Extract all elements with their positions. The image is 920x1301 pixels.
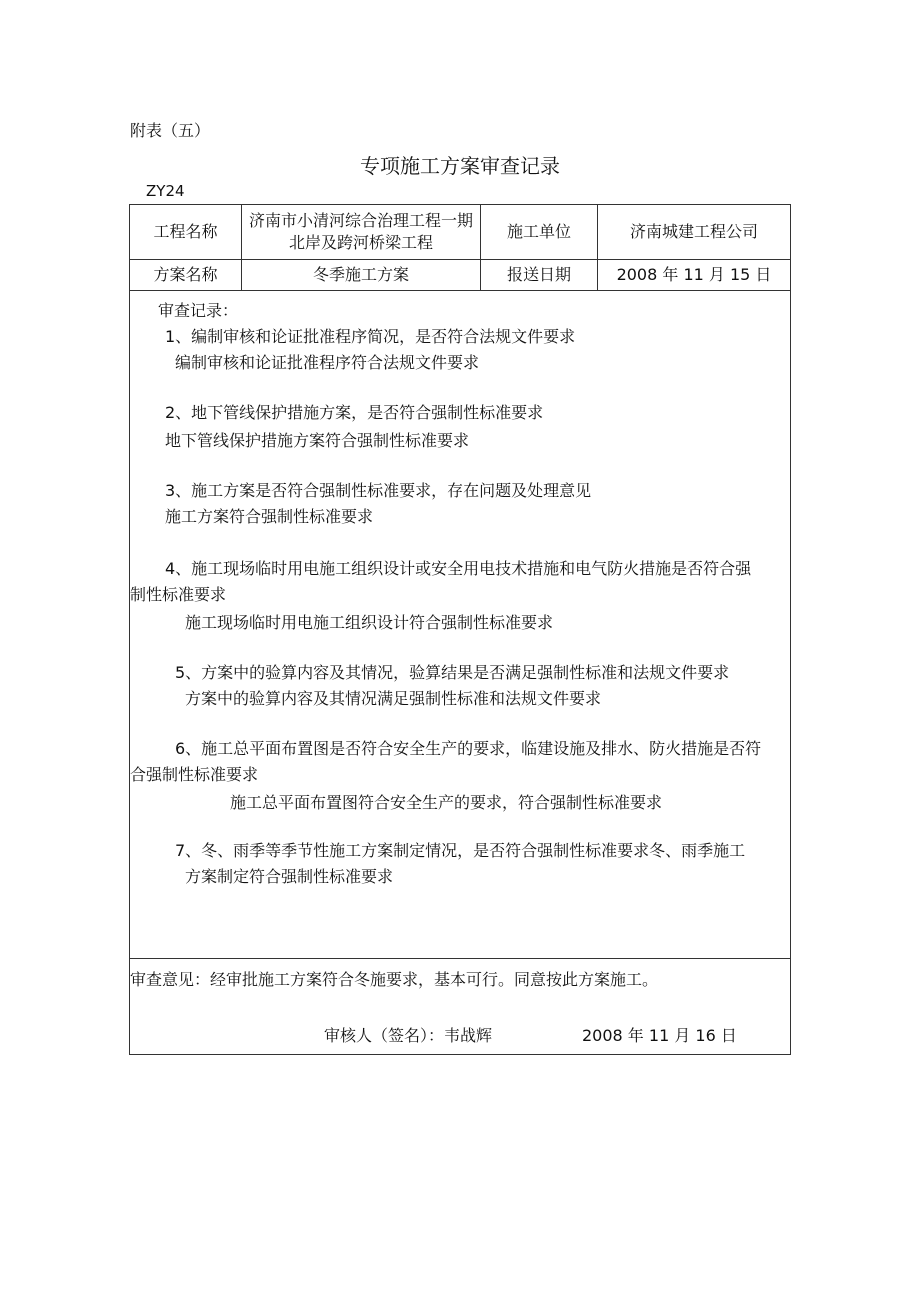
project-name-label: 工程名称 <box>153 222 218 241</box>
review-question-4-continued: 制性标准要求 <box>130 585 227 604</box>
appendix-label: 附表（五） <box>130 121 211 140</box>
review-record-section <box>130 290 790 958</box>
review-form-table <box>129 204 791 1055</box>
review-question-3: 3、施工方案是否符合强制性标准要求，存在问题及处理意见 <box>165 481 592 500</box>
review-heading: 审查记录： <box>158 301 239 320</box>
review-answer-3: 施工方案符合强制性标准要求 <box>165 507 374 526</box>
scheme-name-value: 冬季施工方案 <box>312 265 409 284</box>
review-question-6: 6、施工总平面布置图是否符合安全生产的要求，临建设施及排水、防火措施是否符 <box>175 739 762 758</box>
submit-date-label: 报送日期 <box>506 265 571 284</box>
row-divider <box>130 958 790 959</box>
document-title: 专项施工方案审查记录 <box>360 154 560 178</box>
review-answer-2: 地下管线保护措施方案符合强制性标准要求 <box>165 431 470 450</box>
project-name-line2: 北岸及跨河桥梁工程 <box>288 233 433 252</box>
project-name-value <box>242 205 480 259</box>
reviewer-signature: 审核人（签名）：韦战辉 <box>324 1026 493 1045</box>
project-name-line1: 济南市小清河综合治理工程一期 <box>248 211 473 230</box>
contractor-label: 施工单位 <box>506 222 571 241</box>
sign-date: 2008 年 11 月 16 日 <box>582 1026 737 1045</box>
review-answer-5: 方案中的验算内容及其情况满足强制性标准和法规文件要求 <box>185 689 602 708</box>
review-answer-7: 方案制定符合强制性标准要求 <box>185 867 394 886</box>
scheme-name-label: 方案名称 <box>153 265 218 284</box>
contractor-value: 济南城建工程公司 <box>629 222 758 241</box>
review-question-7: 7、冬、雨季等季节性施工方案制定情况，是否符合强制性标准要求冬、雨季施工 <box>175 841 746 860</box>
review-answer-1: 编制审核和论证批准程序符合法规文件要求 <box>175 353 480 372</box>
form-code: ZY24 <box>146 182 185 200</box>
review-question-5: 5、方案中的验算内容及其情况，验算结果是否满足强制性标准和法规文件要求 <box>175 663 730 682</box>
review-question-6-continued: 合强制性标准要求 <box>130 765 259 784</box>
submit-date-value: 2008 年 11 月 15 日 <box>616 265 772 284</box>
review-question-4: 4、施工现场临时用电施工组织设计或安全用电技术措施和电气防火措施是否符合强 <box>165 559 752 578</box>
review-answer-6: 施工总平面布置图符合安全生产的要求，符合强制性标准要求 <box>230 793 663 812</box>
review-answer-4: 施工现场临时用电施工组织设计符合强制性标准要求 <box>185 613 554 632</box>
review-question-2: 2、地下管线保护措施方案，是否符合强制性标准要求 <box>165 403 544 422</box>
review-question-1: 1、编制审核和论证批准程序简况，是否符合法规文件要求 <box>165 327 576 346</box>
review-opinion: 审查意见：经审批施工方案符合冬施要求，基本可行。同意按此方案施工。 <box>130 970 659 989</box>
